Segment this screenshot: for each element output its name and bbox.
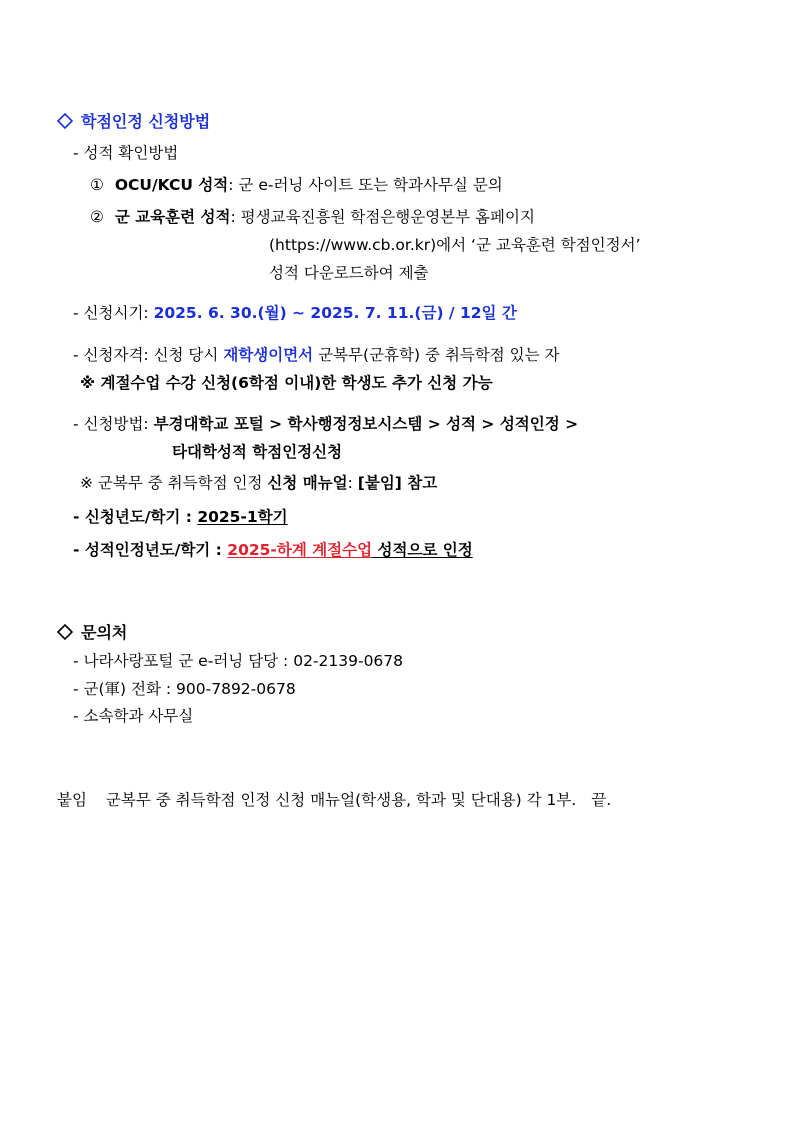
contact-item: - 군(軍) 전화 : 900-7892-0678 bbox=[73, 680, 296, 698]
grade-check-item-2 bbox=[90, 207, 535, 227]
attachment-text: 군복무 중 취득학점 인정 신청 매뉴얼(학생용, 학과 및 단대용) 각 1부. bbox=[105, 791, 577, 809]
item-rest: : 평생교육진흥원 학점은행운영본부 홈페이지 bbox=[230, 208, 535, 226]
contact-item: - 소속학과 사무실 bbox=[73, 707, 194, 725]
manual-note bbox=[80, 473, 437, 493]
recognition-term-label: - 성적인정년도/학기 : bbox=[73, 541, 228, 559]
application-period bbox=[73, 303, 517, 323]
manual-note-mid: : bbox=[347, 474, 358, 492]
attachment-end: 끝. bbox=[591, 791, 612, 809]
attachment-label: 붙임 bbox=[57, 791, 87, 809]
section-title-text: 학점인정 신청방법 bbox=[81, 112, 211, 131]
manual-note-bold-2: [붙임] 참고 bbox=[357, 474, 438, 492]
manual-note-bold-1: 신청 매뉴얼 bbox=[267, 474, 348, 492]
item-number: ② bbox=[90, 208, 104, 226]
diamond-bullet-icon bbox=[57, 113, 73, 129]
eligibility-rest: 군복무(군휴학) 중 취득학점 있는 자 bbox=[313, 346, 560, 364]
eligibility-label: - 신청자격: 신청 당시 bbox=[73, 346, 224, 364]
diamond-bullet-icon bbox=[57, 624, 73, 640]
application-method bbox=[73, 414, 578, 434]
item-rest: : 군 e-러닝 사이트 또는 학과사무실 문의 bbox=[228, 176, 503, 194]
recognition-term-value-red: 2025-하계 계절수업 bbox=[227, 541, 373, 559]
manual-note-prefix: ※ 군복무 중 취득학점 인정 bbox=[80, 474, 268, 492]
grade-check-item-2-line2: (https://www.cb.or.kr)에서 ‘군 교육훈련 학점인정서’ bbox=[269, 236, 641, 254]
eligibility-highlight: 재학생이면서 bbox=[223, 346, 314, 364]
attachment-line bbox=[57, 790, 611, 810]
eligibility bbox=[73, 345, 560, 365]
apply-term-label: - 신청년도/학기 : bbox=[73, 508, 198, 526]
apply-term bbox=[73, 507, 288, 527]
method-path-2: 타대학성적 학점인정신청 bbox=[172, 443, 343, 461]
section-title-contact bbox=[57, 623, 127, 643]
section-title-text: 문의처 bbox=[81, 623, 128, 642]
item-number: ① bbox=[90, 176, 104, 194]
grade-check-label: - 성적 확인방법 bbox=[73, 144, 179, 162]
item-bold: OCU/KCU 성적 bbox=[114, 176, 229, 194]
eligibility-note: ※ 계절수업 수강 신청(6학점 이내)한 학생도 추가 신청 가능 bbox=[80, 374, 493, 392]
period-value: 2025. 6. 30.(월) ~ 2025. 7. 11.(금) / 12일 간 bbox=[153, 304, 517, 322]
method-path-1: 부경대학교 포털 > 학사행정정보시스템 > 성적 > 성적인정 > bbox=[153, 415, 579, 433]
contact-item: - 나라사랑포털 군 e-러닝 담당 : 02-2139-0678 bbox=[73, 652, 404, 670]
grade-check-item-1 bbox=[90, 175, 503, 195]
recognition-term bbox=[73, 540, 473, 560]
apply-term-value: 2025-1학기 bbox=[197, 508, 288, 526]
recognition-term-value-rest: 성적으로 인정 bbox=[372, 541, 473, 559]
grade-check-item-2-line3: 성적 다운로드하여 제출 bbox=[269, 264, 429, 282]
period-label: - 신청시기: bbox=[73, 304, 154, 322]
item-bold: 군 교육훈련 성적 bbox=[114, 208, 231, 226]
section-title-credit-recognition bbox=[57, 112, 210, 132]
method-label: - 신청방법: bbox=[73, 415, 154, 433]
